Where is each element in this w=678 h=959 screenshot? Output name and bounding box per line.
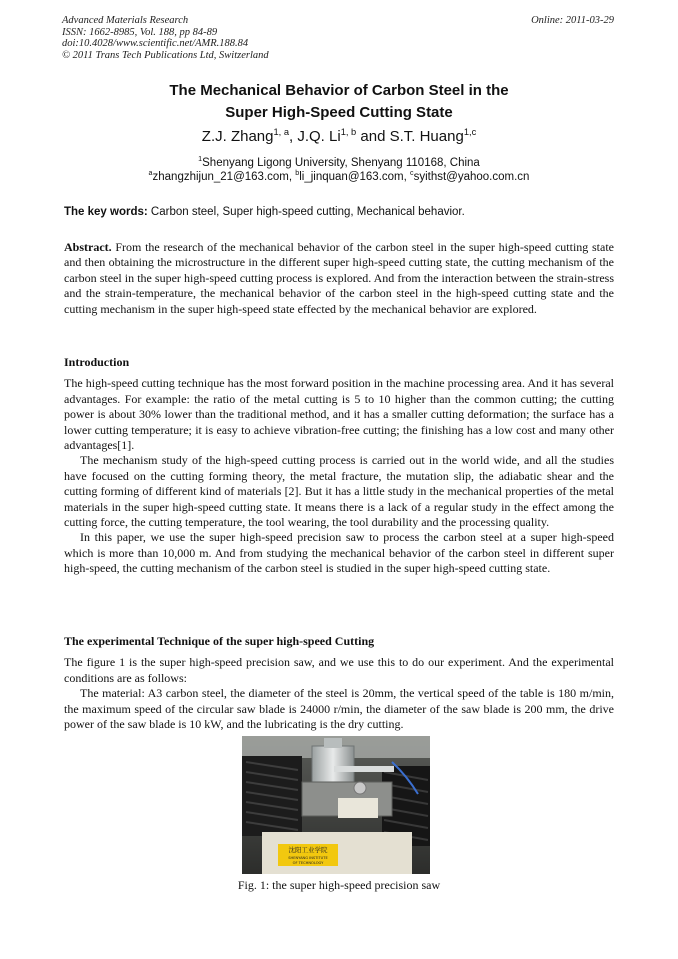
email-list xyxy=(0,170,678,184)
author-name: Z.J. Zhang xyxy=(201,128,274,145)
paragraph: The figure 1 is the super high-speed precision saw, and we use this to do our experiment. And the experimental conditions are as follows: xyxy=(64,655,614,685)
keywords-label: The key words: xyxy=(64,206,148,218)
author-sup: 1,c xyxy=(463,127,477,137)
paragraph: The material: A3 carbon steel, the diameter of the steel is 20mm, the vertical speed of the table is 180 m/min, the maximum speed of the circular saw blade is 24000 r/min, the diameter of the saw blade is 200 mm, the drive power of the saw blade is 10 kW, and the lubricating is the dry cutting. xyxy=(64,686,614,732)
email-link[interactable]: li_jinquan@163.com, xyxy=(299,171,411,183)
figure-1-photo xyxy=(242,736,430,874)
introduction-section xyxy=(64,355,614,577)
keywords xyxy=(64,206,614,218)
abstract-text: From the research of the mechanical behavior of the carbon steel in the super high-speed cutting state and then obtaining the microstructure in the different super high-speed cutting state, the cutting mechanism of the carbon steel in the super high-speed cutting process is explored. And from the interaction between the strain-stress and the strain-temperature, the mechanical behavior of the carbon steel in the high-speed cutting state and the cutting mechanism in the super high-speed state effected by the mechanical behavior are explored. xyxy=(64,240,614,316)
affil-text: Shenyang Ligong University, Shenyang 110168, China xyxy=(202,157,480,169)
paragraph: The mechanism study of the high-speed cutting process is carried out in the world wide, and all the studies have focused on the cutting forming theory, the metal fracture, the mutation slip, the adiabatic shear and the cutting forming of different kind of materials [2]. But it has a little study in the mechanical properties of the metal materials in the super high-speed cutting state. It means there is a lack of a regular study in the effect among the cutting force, the cutting temperature, the tool wearing, the tool durability and the processing quality. xyxy=(64,453,614,530)
email-sup: a xyxy=(148,169,153,178)
figure-label-en-1: SHENYANG INSTITUTE xyxy=(288,856,328,860)
figure-label-cn: 沈阳工业学院 xyxy=(288,846,328,854)
separator: , xyxy=(289,128,298,145)
title-line-2: Super High-Speed Cutting State xyxy=(225,104,453,121)
doi-line: doi:10.4028/www.scientific.net/AMR.188.84 xyxy=(62,38,249,49)
running-header xyxy=(62,15,614,61)
copyright-line: © 2011 Trans Tech Publications Ltd, Switzerland xyxy=(62,49,269,61)
separator: and xyxy=(356,128,390,145)
figure-caption: Fig. 1: the super high-speed precision saw xyxy=(237,878,441,892)
paper-title xyxy=(0,80,678,124)
experimental-section xyxy=(64,634,614,732)
abstract xyxy=(64,240,614,317)
abstract-label: Abstract. xyxy=(64,240,112,254)
journal-name: Advanced Materials Research xyxy=(62,15,189,26)
email-sup: b xyxy=(295,169,300,178)
keywords-text: Carbon steel, Super high-speed cutting, Mechanical behavior. xyxy=(147,206,465,218)
title-line-1: The Mechanical Behavior of Carbon Steel in the xyxy=(169,82,509,99)
author-name: S.T. Huang xyxy=(389,128,464,145)
paragraph: In this paper, we use the super high-speed precision saw to process the carbon steel at a super high-speed which is more than 10,000 m. And from studying the mechanical behavior of the carbon steel in different super high-speed, the cutting mechanism of the carbon steel is studied in the super high-speed cutting state. xyxy=(64,530,614,576)
author-sup: 1, a xyxy=(273,127,289,137)
email-link[interactable]: syithst@yahoo.com.cn xyxy=(413,171,530,183)
email-link[interactable]: zhangzhijun_21@163.com, xyxy=(152,171,296,183)
precision-saw-illustration xyxy=(242,736,430,874)
section-heading: Introduction xyxy=(64,355,130,369)
author-sup: 1, b xyxy=(340,127,357,137)
online-date: Online: 2011-03-29 xyxy=(531,15,614,26)
affil-sup: 1 xyxy=(198,155,203,164)
section-heading: The experimental Technique of the super high-speed Cutting xyxy=(64,634,375,648)
paragraph: The high-speed cutting technique has the most forward position in the machine processing area. And it has several advantages. For example: the ratio of the metal cutting is 5 to 10 higher than the common cutting; the cutting power is about 30% lower than the traditional method, and it has a smaller cutting deformation; the surface has a lower cutting temperature; it is easy to achieve vibration-free cutting; the finishing has a low cost and many other advantages[1]. xyxy=(64,376,614,453)
author-name: J.Q. Li xyxy=(297,128,341,145)
issn-line: ISSN: 1662-8985, Vol. 188, pp 84-89 xyxy=(62,26,218,38)
figure-label-en-2: OF TECHNOLOGY xyxy=(292,861,324,865)
email-sup: c xyxy=(410,169,414,178)
author-list xyxy=(0,128,678,145)
affiliation xyxy=(0,156,678,184)
